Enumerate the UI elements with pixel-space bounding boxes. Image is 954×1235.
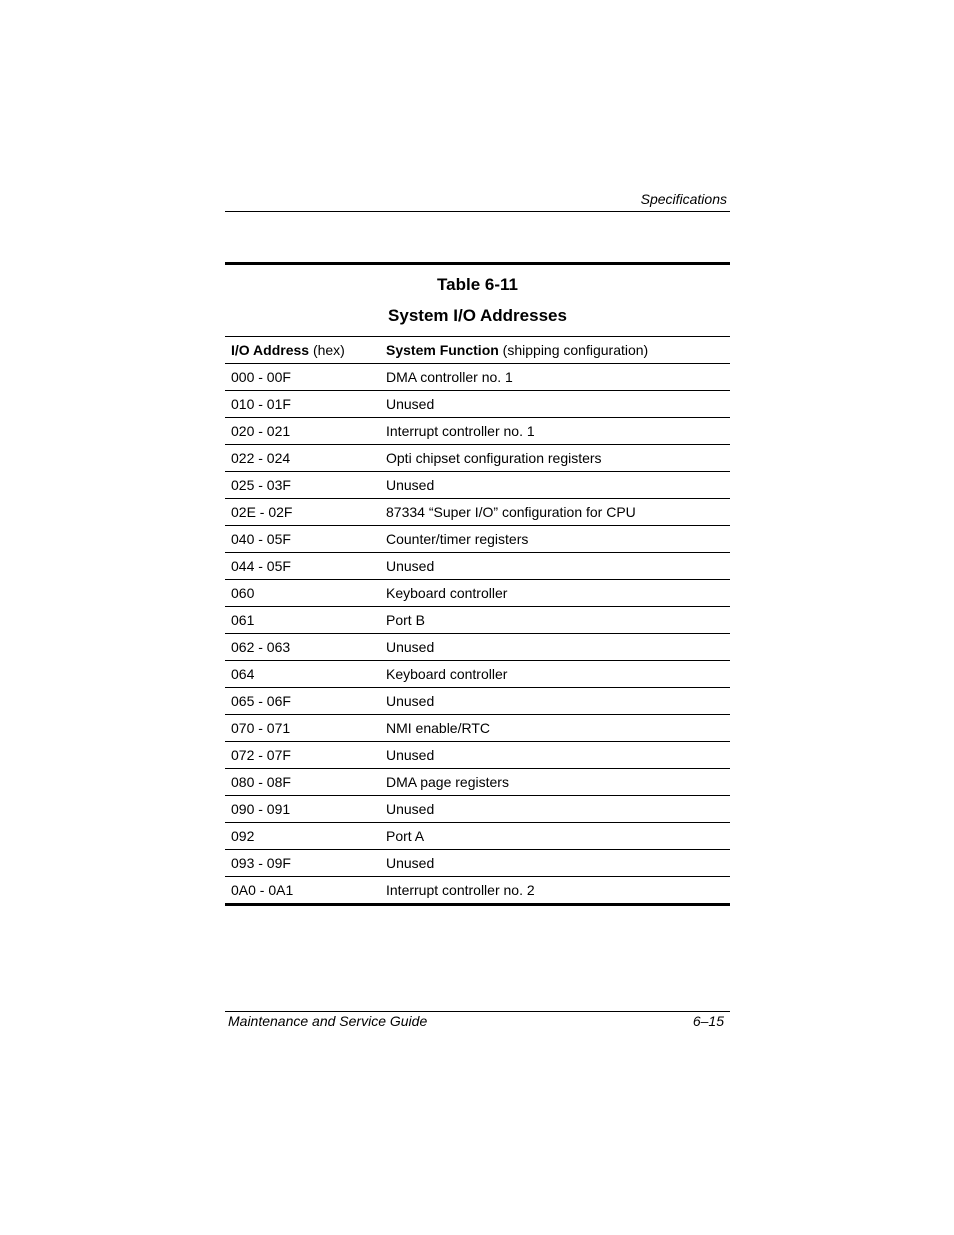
io-address-cell: 064 (225, 661, 380, 688)
table-number: Table 6-11 (437, 275, 518, 294)
table-row (225, 445, 730, 472)
table-row (225, 472, 730, 499)
system-function-cell: Unused (380, 850, 730, 877)
table-row (225, 796, 730, 823)
io-address-cell: 092 (225, 823, 380, 850)
io-address-cell: 010 - 01F (225, 391, 380, 418)
table-header-row (225, 337, 730, 364)
system-function-cell: Unused (380, 634, 730, 661)
table-row (225, 391, 730, 418)
system-function-cell: Keyboard controller (380, 661, 730, 688)
table-top-rule (225, 262, 730, 265)
io-address-cell: 080 - 08F (225, 769, 380, 796)
table-body (225, 364, 730, 905)
io-address-cell: 072 - 07F (225, 742, 380, 769)
column-header-io-address: I/O Address (hex) (225, 337, 380, 364)
io-address-cell: 022 - 024 (225, 445, 380, 472)
footer-rule (225, 1011, 730, 1012)
table-row (225, 634, 730, 661)
system-function-cell: NMI enable/RTC (380, 715, 730, 742)
system-function-cell: Unused (380, 688, 730, 715)
io-address-cell: 02E - 02F (225, 499, 380, 526)
system-function-cell: Interrupt controller no. 1 (380, 418, 730, 445)
table-row (225, 526, 730, 553)
system-function-cell: Opti chipset configuration registers (380, 445, 730, 472)
table-row (225, 607, 730, 634)
table-title: System I/O Addresses (388, 306, 567, 325)
table-row (225, 553, 730, 580)
column-header-system-function: System Function (shipping configuration) (380, 337, 730, 364)
system-function-cell: Port B (380, 607, 730, 634)
io-address-table (225, 336, 730, 906)
table-row (225, 823, 730, 850)
system-function-cell: Interrupt controller no. 2 (380, 877, 730, 905)
io-address-cell: 093 - 09F (225, 850, 380, 877)
page-number: 6–15 (692, 1013, 724, 1029)
io-address-cell: 0A0 - 0A1 (225, 877, 380, 905)
io-address-cell: 020 - 021 (225, 418, 380, 445)
system-function-cell: Keyboard controller (380, 580, 730, 607)
system-function-cell: DMA controller no. 1 (380, 364, 730, 391)
table-row (225, 661, 730, 688)
io-address-cell: 060 (225, 580, 380, 607)
system-function-cell: Port A (380, 823, 730, 850)
table-row (225, 364, 730, 391)
table-row (225, 688, 730, 715)
system-function-cell: Unused (380, 742, 730, 769)
io-address-cell: 070 - 071 (225, 715, 380, 742)
table-row (225, 580, 730, 607)
io-address-cell: 061 (225, 607, 380, 634)
io-address-cell: 090 - 091 (225, 796, 380, 823)
table-row (225, 715, 730, 742)
io-address-cell: 000 - 00F (225, 364, 380, 391)
header-rule (225, 211, 730, 212)
io-address-cell: 065 - 06F (225, 688, 380, 715)
table-row (225, 877, 730, 905)
running-header: Specifications (640, 191, 727, 207)
system-function-cell: DMA page registers (380, 769, 730, 796)
system-function-cell: Unused (380, 472, 730, 499)
io-address-cell: 062 - 063 (225, 634, 380, 661)
footer-guide-title: Maintenance and Service Guide (228, 1013, 428, 1029)
system-function-cell: Counter/timer registers (380, 526, 730, 553)
table-row (225, 769, 730, 796)
io-address-cell: 040 - 05F (225, 526, 380, 553)
table-row (225, 418, 730, 445)
table-row (225, 499, 730, 526)
io-address-cell: 025 - 03F (225, 472, 380, 499)
system-function-cell: Unused (380, 553, 730, 580)
table-container (225, 262, 730, 906)
table-row (225, 850, 730, 877)
table-row (225, 742, 730, 769)
system-function-cell: 87334 “Super I/O” configuration for CPU (380, 499, 730, 526)
system-function-cell: Unused (380, 391, 730, 418)
io-address-cell: 044 - 05F (225, 553, 380, 580)
system-function-cell: Unused (380, 796, 730, 823)
